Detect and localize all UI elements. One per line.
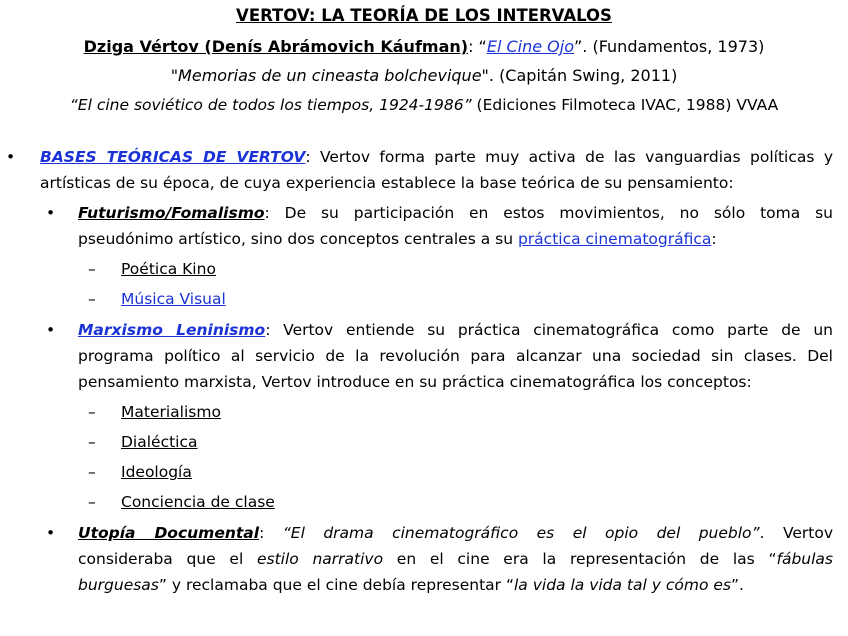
ref1-colon: : “: [468, 37, 487, 56]
item-conciencia-de-clase: Conciencia de clase: [121, 493, 275, 511]
futurismo-line1-text: : De su participación en estos movimientos, no sólo toma su: [264, 204, 833, 222]
ref3-title: “El cine soviético de todos los tiempos, 1924-1986”: [69, 96, 472, 114]
utopia-line3-post: ”.: [730, 576, 744, 594]
marxismo-line2: programa político al servicio de la revolución para alcanzar una sociedad sin clases. Del: [78, 347, 833, 365]
item-marxismo: [78, 317, 833, 395]
section1-line2: artísticas de su época, de cuya experiencia establece la base teórica de su pensamiento:: [40, 174, 734, 192]
dash-icon: –: [88, 290, 96, 308]
reference-line-2: [0, 66, 848, 85]
reference-line-3: [0, 96, 848, 114]
dash-icon: –: [88, 463, 96, 481]
sub-bullet-icon: •: [46, 524, 56, 542]
utopia-quote: “El drama cinematográfico es el opio del pueblo”: [282, 524, 760, 542]
utopia-line1: [78, 520, 833, 546]
item-futurismo: [78, 200, 833, 252]
utopia-line2-mid: en el cine era la representación de las “: [383, 550, 777, 568]
utopia-line2: [78, 546, 833, 572]
futurismo-line2: [78, 226, 833, 252]
futurismo-line2-text: pseudónimo artístico, sino dos conceptos centrales a su: [78, 230, 518, 248]
item-poetica-kino: Poética Kino: [121, 260, 216, 278]
utopia-fabulas: fábulas: [776, 550, 833, 568]
reference-line-1: [0, 37, 848, 56]
ref1-publisher: ”. (Fundamentos, 1973): [574, 37, 765, 56]
marxismo-line3: pensamiento marxista, Vertov introduce en su práctica cinematográfica los conceptos:: [78, 373, 752, 391]
futurismo-line1: [78, 200, 833, 226]
ref2-quote: ": [170, 66, 179, 85]
dash-icon: –: [88, 433, 96, 451]
author-name: Dziga Vértov (Denís Abrámovich Káufman): [83, 37, 469, 56]
ref2-publisher: ". (Capitán Swing, 2011): [481, 66, 678, 85]
link-bases-teoricas[interactable]: BASES TEÓRICAS DE VERTOV: [40, 148, 306, 166]
utopia-term: Utopía Documental: [78, 524, 260, 542]
utopia-line3-mid: ” y reclamaba que el cine debía representar “: [158, 576, 514, 594]
ref2-title: Memorias de un cineasta bolchevique: [178, 66, 482, 85]
dash-icon: –: [88, 403, 96, 421]
main-bullet-icon: •: [6, 148, 16, 166]
ref3-publisher: (Ediciones Filmoteca IVAC, 1988) VVAA: [471, 96, 779, 114]
section-bases-teoricas: [40, 144, 833, 196]
item-utopia: [78, 520, 833, 598]
marxismo-line1-text: : Vertov entiende su práctica cinematográfica como parte de un: [265, 321, 833, 339]
item-ideologia: Ideología: [121, 463, 192, 481]
utopia-burguesas: burguesas: [78, 576, 159, 594]
link-practica-cinematografica[interactable]: práctica cinematográfica: [517, 230, 712, 248]
utopia-la-vida: la vida la vida tal y cómo es: [513, 576, 731, 594]
section1-line1: [40, 144, 833, 170]
utopia-colon: :: [259, 524, 283, 542]
utopia-line2-pre: consideraba que el: [78, 550, 257, 568]
dash-icon: –: [88, 493, 96, 511]
link-marxismo-leninismo[interactable]: Marxismo Leninismo: [78, 321, 266, 339]
link-el-cine-ojo[interactable]: El Cine Ojo: [486, 37, 574, 56]
document-title: VERTOV: LA TEORÍA DE LOS INTERVALOS: [236, 6, 612, 25]
utopia-estilo-narrativo: estilo narrativo: [256, 550, 384, 568]
section1-line1-text: : Vertov forma parte muy activa de las vanguardias políticas y: [305, 148, 833, 166]
futurismo-term: Futurismo/Fomalismo: [78, 204, 265, 222]
utopia-line1-text: . Vertov: [759, 524, 833, 542]
utopia-line3: [78, 572, 833, 598]
link-musica-visual[interactable]: Música Visual: [121, 290, 226, 308]
item-dialectica: Dialéctica: [121, 433, 198, 451]
marxismo-line1: [78, 317, 833, 343]
dash-icon: –: [88, 260, 96, 278]
sub-bullet-icon: •: [46, 321, 56, 339]
item-materialismo: Materialismo: [121, 403, 221, 421]
futurismo-line2-colon: :: [711, 230, 717, 248]
sub-bullet-icon: •: [46, 204, 56, 222]
